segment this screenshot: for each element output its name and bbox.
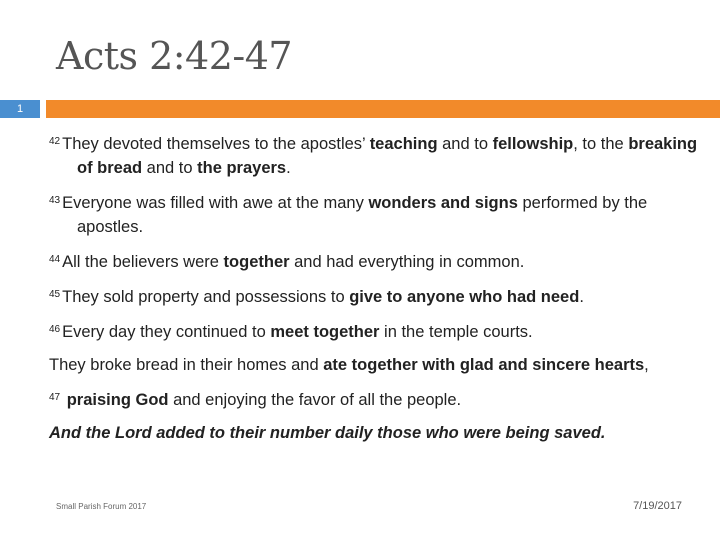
- verse-text: performed by the apostles.: [77, 194, 648, 236]
- verse-text: and enjoying the favor of all the people.: [168, 391, 462, 409]
- slide-number-box: [0, 100, 40, 118]
- verse-emphasis: praising God: [66, 391, 169, 409]
- slide-title: Acts 2:42-47: [56, 34, 293, 78]
- verse-46-continued: [49, 353, 709, 377]
- verse-text: , to the: [573, 135, 629, 153]
- closing-text: And the Lord added to their number daily those who were being saved.: [49, 424, 606, 442]
- footer-date: 7/19/2017: [633, 500, 682, 512]
- verse-emphasis: the prayers: [197, 159, 287, 177]
- closing-line: [49, 421, 709, 445]
- verse-45: [49, 283, 709, 309]
- verse-44: [49, 248, 709, 274]
- slide-number: 1: [16, 103, 24, 115]
- verse-emphasis: breaking of bread: [77, 135, 698, 177]
- verse-emphasis: fellowship: [492, 135, 574, 153]
- verse-text: Everyone was filled with awe at the many: [62, 194, 369, 212]
- verse-emphasis: wonders and signs: [368, 194, 518, 212]
- verse-text: .: [286, 159, 291, 177]
- verse-text: .: [579, 288, 584, 306]
- slide-body: [49, 130, 709, 454]
- verse-emphasis: give to anyone who had need: [349, 288, 580, 306]
- verse-text: All the believers were: [62, 253, 224, 271]
- verse-number: 44: [49, 254, 61, 265]
- verse-text: They sold property and possessions to: [62, 288, 350, 306]
- verse-text: They broke bread in their homes and: [49, 356, 324, 374]
- verse-text: in the temple courts.: [379, 323, 533, 341]
- verse-text: They devoted themselves to the apostles’: [62, 135, 370, 153]
- verse-text: Every day they continued to: [62, 323, 271, 341]
- verse-47: [49, 386, 709, 412]
- verse-emphasis: together: [223, 253, 290, 271]
- verse-emphasis: ate together with glad and sincere hearts: [323, 356, 645, 374]
- verse-text: and to: [142, 159, 198, 177]
- verse-42: [49, 130, 709, 180]
- verse-number: 46: [49, 324, 61, 335]
- verse-text: and had everything in common.: [289, 253, 525, 271]
- verse-emphasis: teaching: [369, 135, 438, 153]
- footer-source: Small Parish Forum 2017: [56, 502, 147, 511]
- verse-number: 47: [49, 392, 61, 403]
- verse-number: 42: [49, 136, 61, 147]
- verse-text: and to: [437, 135, 493, 153]
- verse-number: 45: [49, 289, 61, 300]
- verse-text: ,: [644, 356, 649, 374]
- accent-bar: [46, 100, 720, 118]
- verse-46: [49, 318, 709, 344]
- verse-number: 43: [49, 195, 61, 206]
- verse-emphasis: meet together: [270, 323, 380, 341]
- verse-43: [49, 189, 709, 239]
